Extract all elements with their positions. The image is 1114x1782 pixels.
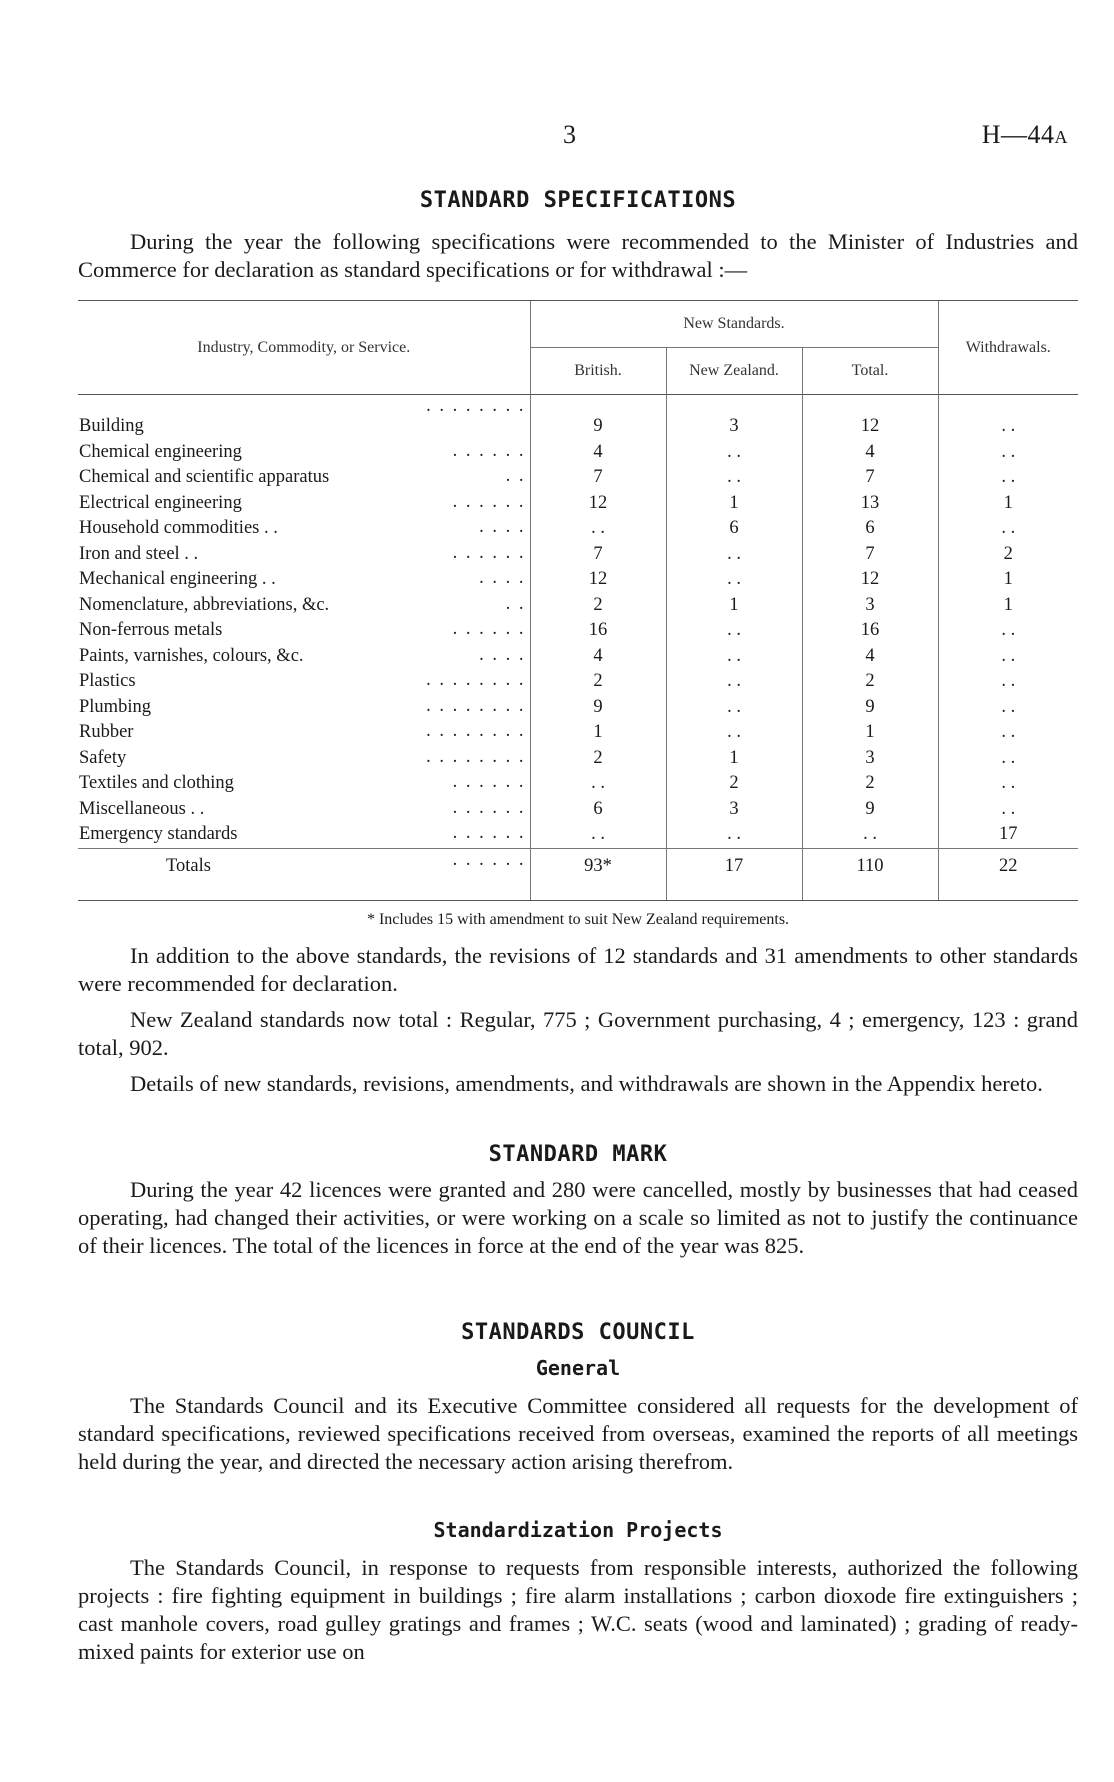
dot-leader: . . . . bbox=[479, 517, 526, 537]
dot-leader: . . bbox=[505, 466, 526, 486]
table-row bbox=[78, 567, 1078, 593]
subsection-general: General bbox=[535, 1356, 621, 1380]
industry-cell bbox=[78, 542, 530, 568]
total-cell: 4 bbox=[802, 644, 938, 670]
industry-label: Emergency standards bbox=[79, 824, 238, 844]
dot-leader: . . . . . . bbox=[452, 440, 526, 461]
british-cell: 1 bbox=[530, 720, 666, 746]
dot-leader: . . . . . . . . bbox=[426, 746, 526, 767]
withdrawals-cell: . . bbox=[938, 669, 1078, 695]
page-header bbox=[78, 120, 1078, 154]
header-british: British. bbox=[530, 348, 666, 395]
total-cell: 16 bbox=[802, 618, 938, 644]
british-cell: 9 bbox=[530, 395, 666, 440]
withdrawals-cell: . . bbox=[938, 440, 1078, 466]
total-cell: 7 bbox=[802, 542, 938, 568]
totals-label-cell bbox=[78, 848, 530, 900]
new-zealand-cell: . . bbox=[666, 695, 802, 721]
industry-label: Safety bbox=[79, 747, 127, 768]
total-cell: 2 bbox=[802, 771, 938, 797]
projects-paragraph: The Standards Council, in response to requests from responsible interests, authorized the following projects : fire fighting equipment in buildings ; fire alarm installations ; carbon dioxode fire extinguishers ; cast manhole covers, road gulley gratings and frames ; W.C. seats (wood and laminated) ; grading of ready-mixed paints for exterior use on bbox=[78, 1555, 1078, 1664]
doc-code-suffix: A bbox=[1054, 127, 1068, 147]
industry-cell bbox=[78, 491, 530, 517]
industry-cell bbox=[78, 644, 530, 670]
general-paragraph: The Standards Council and its Executive Committee considered all requests for the development of standard specifications, reviewed specifications received from overseas, examined the reports of all meetings held during the year, and directed the necessary action arising therefrom. bbox=[78, 1393, 1078, 1474]
table-row bbox=[78, 644, 1078, 670]
withdrawals-cell: . . bbox=[938, 516, 1078, 542]
total-cell: 9 bbox=[802, 797, 938, 823]
total-cell: 13 bbox=[802, 491, 938, 517]
british-cell: 2 bbox=[530, 746, 666, 772]
header-total: Total. bbox=[802, 348, 938, 395]
new-zealand-cell: . . bbox=[666, 618, 802, 644]
dot-leader: . . . . . . bbox=[452, 849, 526, 870]
new-zealand-cell: 2 bbox=[666, 771, 802, 797]
table-row bbox=[78, 771, 1078, 797]
intro-paragraph: During the year the following specifications were recommended to the Minister of Industries and Commerce for declaration as standard specifications or for withdrawal :— bbox=[78, 229, 1078, 282]
table-row bbox=[78, 395, 1078, 440]
header-industry: Industry, Commodity, or Service. bbox=[78, 301, 530, 395]
industry-cell bbox=[78, 695, 530, 721]
british-cell: 9 bbox=[530, 695, 666, 721]
table-bottom-rule bbox=[78, 900, 1078, 901]
table-row bbox=[78, 491, 1078, 517]
industry-cell bbox=[78, 465, 530, 491]
new-zealand-cell: . . bbox=[666, 644, 802, 670]
document-code bbox=[982, 120, 1068, 150]
withdrawals-cell: . . bbox=[938, 720, 1078, 746]
table-footnote: * Includes 15 with amendment to suit New Zealand requirements. bbox=[366, 910, 790, 928]
withdrawals-cell: 1 bbox=[938, 593, 1078, 619]
british-cell: . . bbox=[530, 822, 666, 848]
industry-cell bbox=[78, 567, 530, 593]
total-cell: . . bbox=[802, 822, 938, 848]
dot-leader: . . . . . . bbox=[452, 823, 526, 843]
dot-leader: . . . . . . . . bbox=[426, 670, 526, 690]
industry-label: Miscellaneous . . bbox=[79, 798, 205, 819]
industry-label: Mechanical engineering . . bbox=[79, 569, 276, 589]
total-cell: 2 bbox=[802, 669, 938, 695]
subsection-standardization-projects: Standardization Projects bbox=[433, 1518, 723, 1542]
withdrawals-cell: . . bbox=[938, 618, 1078, 644]
standard-mark-paragraph: During the year 42 licences were granted and 280 were cancelled, mostly by businesses that had ceased operating, had changed their activities, or were working on a scale so limited as not to justify the continuance of their licences. The total of the licences in force at the end of the year was 825. bbox=[78, 1177, 1078, 1258]
new-zealand-cell: . . bbox=[666, 567, 802, 593]
total-cell: 12 bbox=[802, 567, 938, 593]
british-cell: 16 bbox=[530, 618, 666, 644]
industry-label: Chemical engineering bbox=[79, 441, 242, 462]
header-new-zealand: New Zealand. bbox=[666, 348, 802, 395]
british-cell: 4 bbox=[530, 644, 666, 670]
total-cell: 9 bbox=[802, 695, 938, 721]
industry-label: Building bbox=[79, 416, 144, 436]
industry-cell bbox=[78, 440, 530, 466]
new-zealand-cell: . . bbox=[666, 669, 802, 695]
table-row bbox=[78, 797, 1078, 823]
table-row bbox=[78, 695, 1078, 721]
withdrawals-cell: . . bbox=[938, 644, 1078, 670]
industry-label: Iron and steel . . bbox=[79, 543, 199, 564]
withdrawals-cell: . . bbox=[938, 695, 1078, 721]
table-row bbox=[78, 669, 1078, 695]
british-cell: 12 bbox=[530, 567, 666, 593]
british-cell: 4 bbox=[530, 440, 666, 466]
doc-code-main: H—44 bbox=[981, 120, 1055, 149]
industry-cell bbox=[78, 618, 530, 644]
table-row bbox=[78, 440, 1078, 466]
british-cell: . . bbox=[530, 516, 666, 542]
industry-cell bbox=[78, 593, 530, 619]
dot-leader: . . . . bbox=[479, 644, 526, 665]
withdrawals-cell: . . bbox=[938, 746, 1078, 772]
industry-cell bbox=[78, 669, 530, 695]
industry-label: Textiles and clothing bbox=[79, 773, 234, 793]
new-zealand-cell: . . bbox=[666, 465, 802, 491]
new-zealand-cell: 6 bbox=[666, 516, 802, 542]
industry-cell bbox=[78, 797, 530, 823]
dot-leader: . . . . . . bbox=[452, 542, 526, 563]
withdrawals-cell: 17 bbox=[938, 822, 1078, 848]
industry-cell bbox=[78, 746, 530, 772]
industry-label: Plastics bbox=[79, 671, 136, 691]
revisions-paragraph: In addition to the above standards, the revisions of 12 standards and 31 amendments to other standards were recommended for declaration. bbox=[78, 943, 1078, 996]
british-cell: 2 bbox=[530, 593, 666, 619]
british-cell: 7 bbox=[530, 465, 666, 491]
industry-cell bbox=[78, 395, 530, 440]
total-cell: 7 bbox=[802, 465, 938, 491]
withdrawals-cell: 2 bbox=[938, 542, 1078, 568]
dot-leader: . . . . . . . . bbox=[426, 396, 526, 416]
totals-new-zealand: 17 bbox=[666, 848, 802, 900]
totals-row bbox=[78, 848, 1078, 900]
withdrawals-cell: . . bbox=[938, 395, 1078, 440]
withdrawals-cell: . . bbox=[938, 771, 1078, 797]
dot-leader: . . bbox=[505, 593, 526, 614]
withdrawals-cell: . . bbox=[938, 797, 1078, 823]
british-cell: . . bbox=[530, 771, 666, 797]
industry-label: Plumbing bbox=[79, 696, 151, 717]
dot-leader: . . . . . . bbox=[452, 619, 526, 639]
totals-label: Totals bbox=[166, 855, 211, 876]
dot-leader: . . . . . . bbox=[452, 772, 526, 792]
new-zealand-cell: . . bbox=[666, 822, 802, 848]
new-zealand-cell: 3 bbox=[666, 797, 802, 823]
total-cell: 1 bbox=[802, 720, 938, 746]
withdrawals-cell: . . bbox=[938, 465, 1078, 491]
new-zealand-cell: 1 bbox=[666, 593, 802, 619]
total-cell: 12 bbox=[802, 395, 938, 440]
totals-british: 93* bbox=[530, 848, 666, 900]
industry-cell bbox=[78, 771, 530, 797]
dot-leader: . . . . . . bbox=[452, 797, 526, 818]
header-new-standards: New Standards. bbox=[530, 301, 938, 348]
industry-label: Chemical and scientific apparatus bbox=[79, 467, 330, 487]
table-row bbox=[78, 720, 1078, 746]
totals-total: 110 bbox=[802, 848, 938, 900]
industry-label: Non-ferrous metals bbox=[79, 620, 223, 640]
withdrawals-cell: 1 bbox=[938, 491, 1078, 517]
industry-label: Nomenclature, abbreviations, &c. bbox=[79, 594, 330, 615]
industry-cell bbox=[78, 516, 530, 542]
british-cell: 6 bbox=[530, 797, 666, 823]
dot-leader: . . . . . . . . bbox=[426, 695, 526, 716]
section-title-standard-specifications: STANDARD SPECIFICATIONS bbox=[419, 188, 737, 213]
dot-leader: . . . . bbox=[479, 568, 526, 588]
table-row bbox=[78, 542, 1078, 568]
table-row bbox=[78, 516, 1078, 542]
table-row bbox=[78, 618, 1078, 644]
new-zealand-cell: . . bbox=[666, 720, 802, 746]
section-title-standard-mark: STANDARD MARK bbox=[488, 1142, 668, 1167]
specifications-table bbox=[78, 300, 1078, 929]
table-row bbox=[78, 465, 1078, 491]
british-cell: 12 bbox=[530, 491, 666, 517]
dot-leader: . . . . . . bbox=[452, 491, 526, 512]
table-row bbox=[78, 593, 1078, 619]
new-zealand-cell: 3 bbox=[666, 395, 802, 440]
new-zealand-cell: . . bbox=[666, 542, 802, 568]
total-cell: 4 bbox=[802, 440, 938, 466]
industry-label: Rubber bbox=[79, 722, 134, 742]
industry-label: Electrical engineering bbox=[79, 492, 242, 513]
totals-paragraph: New Zealand standards now total : Regular, 775 ; Government purchasing, 4 ; emergency, 123 : grand total, 902. bbox=[78, 1007, 1078, 1060]
dot-leader: . . . . . . . . bbox=[426, 721, 526, 741]
appendix-paragraph: Details of new standards, revisions, amendments, and withdrawals are shown in the Appendix hereto. bbox=[130, 1071, 1043, 1096]
industry-cell bbox=[78, 720, 530, 746]
new-zealand-cell: . . bbox=[666, 440, 802, 466]
industry-cell bbox=[78, 822, 530, 848]
total-cell: 6 bbox=[802, 516, 938, 542]
header-withdrawals: Withdrawals. bbox=[938, 301, 1078, 395]
section-title-standards-council: STANDARDS COUNCIL bbox=[461, 1320, 695, 1345]
new-zealand-cell: 1 bbox=[666, 746, 802, 772]
totals-withdrawals: 22 bbox=[938, 848, 1078, 900]
withdrawals-cell: 1 bbox=[938, 567, 1078, 593]
total-cell: 3 bbox=[802, 746, 938, 772]
page-number: 3 bbox=[563, 120, 576, 149]
total-cell: 3 bbox=[802, 593, 938, 619]
new-zealand-cell: 1 bbox=[666, 491, 802, 517]
spec-table bbox=[78, 301, 1078, 900]
table-row bbox=[78, 746, 1078, 772]
british-cell: 2 bbox=[530, 669, 666, 695]
table-row bbox=[78, 822, 1078, 848]
industry-label: Household commodities . . bbox=[79, 518, 278, 538]
industry-label: Paints, varnishes, colours, &c. bbox=[79, 645, 304, 666]
british-cell: 7 bbox=[530, 542, 666, 568]
